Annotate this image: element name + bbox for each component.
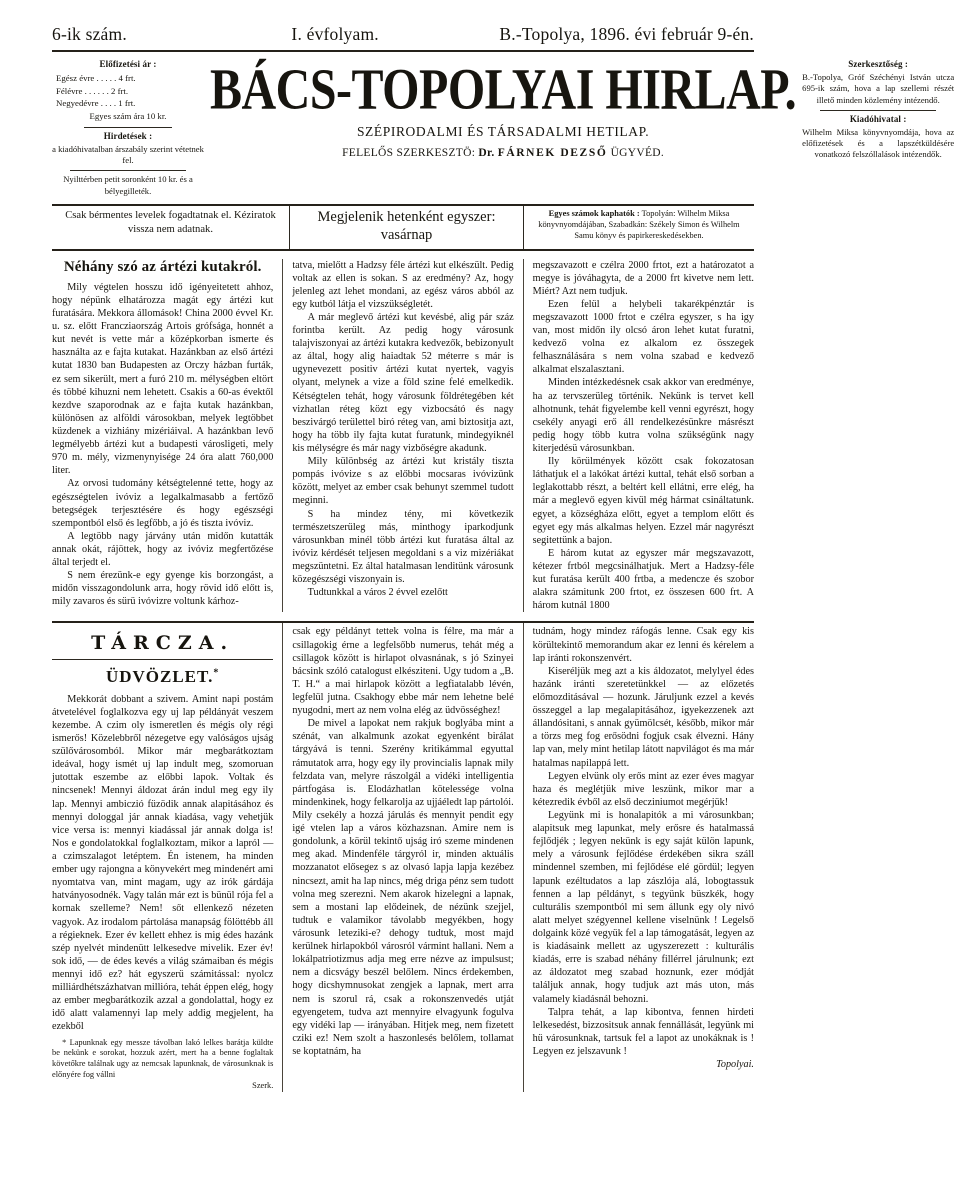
- feuilleton-column-1: [52, 623, 282, 1092]
- editor-name: FÁRNEK DEZSŐ: [497, 146, 608, 159]
- editor-line: [210, 147, 796, 159]
- page-header-line: [52, 24, 754, 48]
- newspaper-subtitle: SZÉPIRODALMI ÉS TÁRSADALMI HETILAP.: [356, 123, 650, 139]
- article-column-2: [282, 259, 522, 613]
- masthead-divider: [84, 127, 172, 128]
- frequency-line-2: vasárnap: [380, 226, 433, 243]
- where-to-buy-note: [524, 206, 754, 248]
- volume-label: I. évfolyam.: [291, 24, 379, 44]
- masthead-subscription-block: [52, 57, 204, 197]
- mail-policy-note: Csak bérmentes levelek fogadtatnak el. Kéziratok vissza nem adatnak.: [65, 210, 276, 235]
- masthead-center: [204, 57, 802, 197]
- article-paragraph: E három kutat az egyszer már megszavazott, kétezer frtból megcsinálhatjuk. Mert a Hadzsy-féle kut furatása került 400 frtba, a medencze és szobor alakra számitunk 200 frtot, ez összesen 600 frt. A három kutnál 1800: [532, 547, 754, 612]
- footnote-marker: *: [213, 667, 220, 679]
- feuilleton-paragraph: Legyen elvünk oly erős mint az ezer éves magyar haza és meglétjük mive leszünk, mikor mar a kétezredik évből az első decziniumot megérjük!: [532, 770, 754, 808]
- editorial-office-text: B.-Topolya, Gróf Széchényi István utcza 695-ik szám, hova a lap szellemi részét illető minden közlemény intézendő.: [802, 71, 954, 105]
- price-row: Egész évre . . . . . 4 frt.: [56, 72, 136, 83]
- publication-date: B.-Topolya, 1896. évi február 9-én.: [499, 24, 754, 44]
- where-to-buy-label: Egyes számok kaphatók :: [548, 209, 640, 219]
- article-paragraph: Minden intézkedésnek csak akkor van eredménye, ha az tervszerüleg történik. Nekünk is tervet kell alhotnunk, tehát figyelembe kell venni egyrészt, hogy csekély anyagi erő áll rendelkezésünkre másrészt pedig hogy több kutra volna szükségünk nagy kiterjedésü városunkban.: [532, 377, 754, 455]
- ads-text: a kiadóhivatalban árszabály szerint vétetnek fel.: [52, 143, 204, 166]
- feuilleton-headline: [52, 666, 273, 688]
- ads-label: Hirdetések :: [103, 130, 153, 141]
- article-column-1: [52, 259, 282, 613]
- article-paragraph: megszavazott e czélra 2000 frtot, ezt a határozatot a megye is jóváhagyta, de a 2000 frt kivetve nem lett. Miért? Azt nem tudjuk.: [532, 259, 754, 297]
- feuilleton-paragraph: Kiseréljük meg azt a kis áldozatot, melylyel édes hazánk iránti szeretetünkkel — az előzetés előmozditásával — hozunk. Járuljunk ezzel a kevés összeggel a lap megalapitásához, igyekezzenek azt állandósitani, s annak gyümölcsét, később, mikor már a törzs meg fog erősödni fogjuk csak élvezni. Hány lap van, mely mint hetilap látott napvilágot és ma már hatalmas napilappá lett.: [532, 665, 754, 769]
- editorial-office-label: Szerkesztőség :: [848, 59, 909, 69]
- article-paragraph: Ily körülmények között csak fokozatosan láthatjuk el a lakókat ártézi kuttal, tehát első sorban a leglakottabb részt, a beltért kell ellátni, erre elég, ha már a meglevő egyen kivül még hármat csináltatunk. egyet, a községháza előtt, egyet a templom előtt és egyet egy más alkalmas helyen. Ezzel már nagyrészt segitettünk a bajon.: [532, 456, 754, 546]
- feuilleton-rule: [52, 659, 273, 660]
- masthead-divider: [70, 170, 186, 171]
- article-paragraph: Mily különbség az ártézi kut kristály tiszta pompás ivóvize s az előbbi mocsaras ivóvizünk között, melyet az ember csak behunyt szemmel tudott meginni.: [292, 456, 514, 507]
- article-paragraph: A már meglevő ártézi kut kevésbé, alig pár száz forintba került. Az pedig hogy városunk talajviszonyai az ártézi kutakra kedvezők, bebizonyult az által, hogy alig haiadtak 52 méterre s már is ugynevezett positiv ártézi kutat nyertek, vagyis olyant, melynek a vize a föld szine felé emelkedik. Kétségtelen tehát, hogy városunk földrétegében két vizhatlan réteg közt egy vizbocsátó és nagy beszivárgó területtel biró réteg van, ami biztositja azt, hogy ha több ily fajta kutat furatunk, mindegyiknél kis mélységre és már nagy vizbőségre akadunk.: [292, 311, 514, 455]
- feuilleton-paragraph: Mekkorát dobbant a szivem. Amint napi postám átvetelével foglalkozva egy uj lap példányát veszem kezembe. A czim oly ismeretlen és mégis oly régi ismerős! Közelebbről nézegetve egy valóságos ujság szülővárosomból. Mikor már megbarátkoztam ideával, hogy ismét uj lap indult meg, szomoruan jutottak eszembe az előbbi lapok. Voltak és nincsenek! Mennyi áldozat árán indul meg egy ily lap. Mennyi ambiczió füzödik annak alapitásához és mennyi dologgal jár annak kiadása, vagy vehetjük vice versa is: mennyi kiadással jár annak dolga is! Nos e gondolatokkal foglalkoztam, mikor a lapról — a czimszalagot letéptem. Én istenem, ha minden ember ugy rajongna a könyvekért meg mindenért ami nyomtatva van, mint magam, ugy az irók gárdája hatványosodnék. Vagy talán már ezt is bünül rója fel a kornak szelleme? Nem! sőt ellenkező nézeten vagyok. Az irodalom pártolása manapság fölöttébb áll a régieknek. Ezer év kellett ehhez is mig édes hazánk szép nyelvét mindenütt lelkesedve mivelik. Ezer év! sok idő, — de édes kevés a világ számaiban és mégis mennyi idő ez? hát egyszerü számitással: nyolcz milliárdhétszázhatvan millióra, tehát éppen elég, hogy az ember megbarátkozik azzal a gondolattal, hogy ez idő alatt valamennyi lap mely addig megjelent, ha ezekből: [52, 693, 274, 1033]
- single-copy-price: Egyes szám ára 10 kr.: [89, 111, 167, 122]
- masthead-editorial-block: [802, 57, 954, 197]
- feuilleton-paragraph: De mivel a lapokat nem rakjuk boglyába mint a szénát, van alkalmunk azokat egyenként birálat tárgyává is tenni. Szerény kritikámmal egyuttal rámutatok arra, hogy egy ily provincialis lapnak mily felzdata van, melyre rászolgál a vidéki intelligentia pártfogása is. Elodázhatlan kötelessége volna mindenkinek, hogy felkarolja az ujjáéledt lap pártolói. Mily csekély a hozzá járulás és mennyit pendit egy igé vtelen lap a város közhazsnan. Amire nem is gondolunk, a körül tekintő ujság iró szeme mindenen meg akad. Mindenféle tárgyról ir, minden aktuális mozzanatot elősegez s az olvasó lapja lapja kezébez nincsezt, amit ha lap nincs, még driga pénz sem tudott volna meg szerezni. Nem akarok hizelegni a lapnak, sem a mostani lap elődeinek, de nézünk szejjel, tudtuk e valamikor távolabb megyékben, hogy városunk leteziki-e? dehogy tudtuk, most majd kerülnek hirlapokból városról vármint hallani. Nem a lokálpatriotizmus adja meg erre nézve az impulsust; nem a dicsvágy beszél belőlem. Nincs érdekemben, hogy dicshymnusokat zengjek a lapnak, mert arra nem is szorul rá, csak a rokonszenvedés utját egyengetem, tudva azt mennyire elvagyunk fogulva egy vidéki lap — irányában. Hitjek meg, nem fizetett cziki ez! Nem szolt a haszonlesés belőlem, tollamat se koptatnám, ha: [292, 718, 514, 1057]
- feuilleton-section: [52, 621, 754, 1092]
- publisher-office-text: Wilhelm Miksa könyvnyomdája, hova az előfizetések és a lapszétküldésére vonatkozó felszóllalások intézendők.: [802, 126, 954, 160]
- editor-dr: Dr.: [478, 146, 495, 159]
- feuilleton-section-heading: TÁRCZA.: [91, 632, 235, 655]
- article-column-3: [523, 259, 754, 613]
- publisher-office-label: Kiadóhivatal :: [849, 113, 907, 124]
- newspaper-title: BÁCS-TOPOLYAI HIRLAP.: [210, 57, 797, 123]
- masthead-info-bar: [52, 204, 754, 250]
- footnote-signature: Szerk.: [252, 1081, 274, 1091]
- feuilleton-headline-text: ÜDVÖZLET.: [105, 666, 214, 686]
- issue-number: 6-ik szám.: [52, 24, 127, 44]
- frequency-note: [289, 206, 524, 248]
- feuilleton-paragraph: tudnám, hogy mindez ráfogás lenne. Csak egy kis körültekintő memorandum akar ez lenni és kérelem a lap iránti rokonszenvért.: [532, 626, 754, 664]
- article-paragraph: A legtöbb nagy járvány után midőn kutatták annak okát, rájöttek, hogy az ivóviz megfertőzése által terjedt el.: [52, 530, 274, 569]
- article-paragraph: tatva, mielőtt a Hadzsy féle ártézi kut elkészült. Pedig voltak az ellen is sokan. S az eredmény? Az, hogy jelenleg azt lehet mondani, az egész város abból az egy kutból látja el vizszükségletét.: [292, 259, 514, 310]
- masthead-divider: [820, 110, 936, 111]
- feuilleton-signature: Topolyai.: [716, 1059, 754, 1071]
- masthead: [52, 52, 954, 197]
- article-paragraph: Tudtunkkal a város 2 évvel ezelőtt: [307, 587, 448, 599]
- article-paragraph: S nem érezünk-e egy gyenge kis borzongást, a midőn visszagondolunk arra, hogy rövid idő előtt is, mily zavaros és sürü ivóvizre voltunk kárhoz-: [52, 570, 274, 608]
- editor-prefix: FELELŐS SZERKESZTÖ:: [342, 146, 476, 159]
- price-row: Félévre . . . . . . 2 frt.: [56, 85, 129, 96]
- feuilleton-column-2: [282, 623, 522, 1092]
- footnote-text: * Lapunknak egy messze távolban lakó lelkes barátja küldte be nekünk e sorokat, hozzuk azért, mert ha a benne foglaltak követőkre találnak ugy az nemcsak lapunknak, de városunknak is előnyére fog vállni: [52, 1037, 274, 1080]
- subscription-prices: [52, 72, 204, 123]
- editor-suffix: ÜGYVÉD.: [610, 146, 665, 159]
- subscription-label: Előfizetési ár :: [99, 59, 157, 69]
- price-row: Negyedévre . . . . 1 frt.: [56, 98, 136, 109]
- article-paragraph: Az orvosi tudomány kétségtelenné tette, hogy az egészségtelen ivóviz a legalkalmasabb a fertőző betegségek terjesztésére és hogy egészségi szempontból első és legfőbb, a jó és tiszta ivóviz.: [52, 478, 274, 529]
- feuilleton-columns: [52, 623, 754, 1092]
- where-to-buy-text: Topolyán: Wilhelm Miksa könyvnyomdájában, Szabadkán: Székely Simon és Wilhelm Samu könyv és papirkereskedésekben.: [538, 209, 740, 240]
- frequency-line-1: Megjelenik hetenként egyszer:: [317, 209, 496, 226]
- feuilleton-paragraph: Talpra tehát, a lap kibontva, fennen hirdeti lelkesedést, bizzositsuk annak fennállását, legyünk mi hü városunknak, tartsuk fel a lapot az unokáknak is ! Legyen ez jelszavunk !: [532, 1006, 754, 1057]
- feuilleton-column-3: [523, 623, 754, 1092]
- article-paragraph: Mily végtelen hosszu idő igényeitetett ahhoz, hogy népünk elhatározza magát egy ártézi kut furatására. Mekkora állomások! China 2000 évvel Kr. u. sz. előtt Francziaország Artois grófsága, honnét a kut nevét is vette már a középkorban ismerte és használta az e fajta kutakat. Hazánkban az első ártézi kutat 1830 ban Budapesten az Orczy házban furták, ez sem sikerült, mert a furó 210 m. mélységben eltört és többé kihuzni nem lehetett. Csakis a 60-as évektől kezdve szaporodnak az e fajta kutak hazánkban, különösen az alföldi városokban, melyek legtöbbet küzdenek a vizhiány mizériáival. A hazánkban levő legmélyebb ártézi kut a budapesti városligeti, mely 970 m. mély, vizmenynyisége 24 óra alatt 760,000 liter.: [52, 281, 274, 477]
- feuilleton-paragraph: csak egy példányt tettek volna is félre, ma már a csillagokig érne a legfelsőbb numerus, tehát még a csillagok között is hirlapot olvasnának, s jó Szinyei bácsink szóló catalogust elkésziteni. Ugy tudom a „B. T. H.“ a mai hirlapok között a legfiatalabb lévén, legfelül jutna. Csakhogy ebbe már nem lehetne belé nyugodni, mert az nem volna elég az üdvösséghez!: [292, 626, 514, 717]
- feuilleton-paragraph: Legyünk mi is honalapitók a mi városunkban; alapitsuk meg lapunkat, mely erősre és hatalmassá fejlődjék ; legyen nekünk is egy saját külön lapunk, mely a városunk fejlődése érdekében sikra száll mindennel szemben, mi fejlődése elé gördül; legyen lapunk ezéltudatos a lap zászlója alá, lobogtassuk fennen a lap példányt, s tegyünk büszkék, hogy culturális szempontból mi sem állunk egy oly nivó alatt melyet szégyennel kellene viselnünk ! Legelső dolgaink közé vegyük fel a lap támogatását, legyen az is kiadásaink mellett az ugyszerezett : kulturális kiadás, erre is szabad néhány fillérrel járulnunk; ezt az áldozatot meg szabad hoznunk, ezer módját találjuk annak, hogy tudjuk azt más uton, más valamely kiadásnál behozni.: [532, 809, 754, 1005]
- open-column-text: Nyilttérben petit soronként 10 kr. és a bélyegilleték.: [63, 174, 193, 196]
- article-paragraph: Ezen felül a helybeli takarékpénztár is megszavazott 1000 frtot e czélra egyszer, s ha igy van, most midőn ily olcsó áron lehet kutat furatni, kedvező volna ez alkalom ez összegek felhasználására s nem volna szabad e kedvező alkalmat elszalasztani.: [532, 298, 754, 376]
- article-paragraph: S ha mindez tény, mi következik természetszerüleg más, minthogy iparkodjunk városunkban minél több ártézi kut furatása által az ivóviz kérdését teljesen megoldani s a viz mizériákat megszüntetni. Ez által hatalmasan lenditünk városunk közegészségi viszonyain is.: [292, 508, 514, 586]
- article-headline: Néhány szó az ártézi kutakról.: [63, 258, 262, 275]
- feuilleton-footnote: [52, 1038, 273, 1093]
- lead-article: [52, 259, 754, 613]
